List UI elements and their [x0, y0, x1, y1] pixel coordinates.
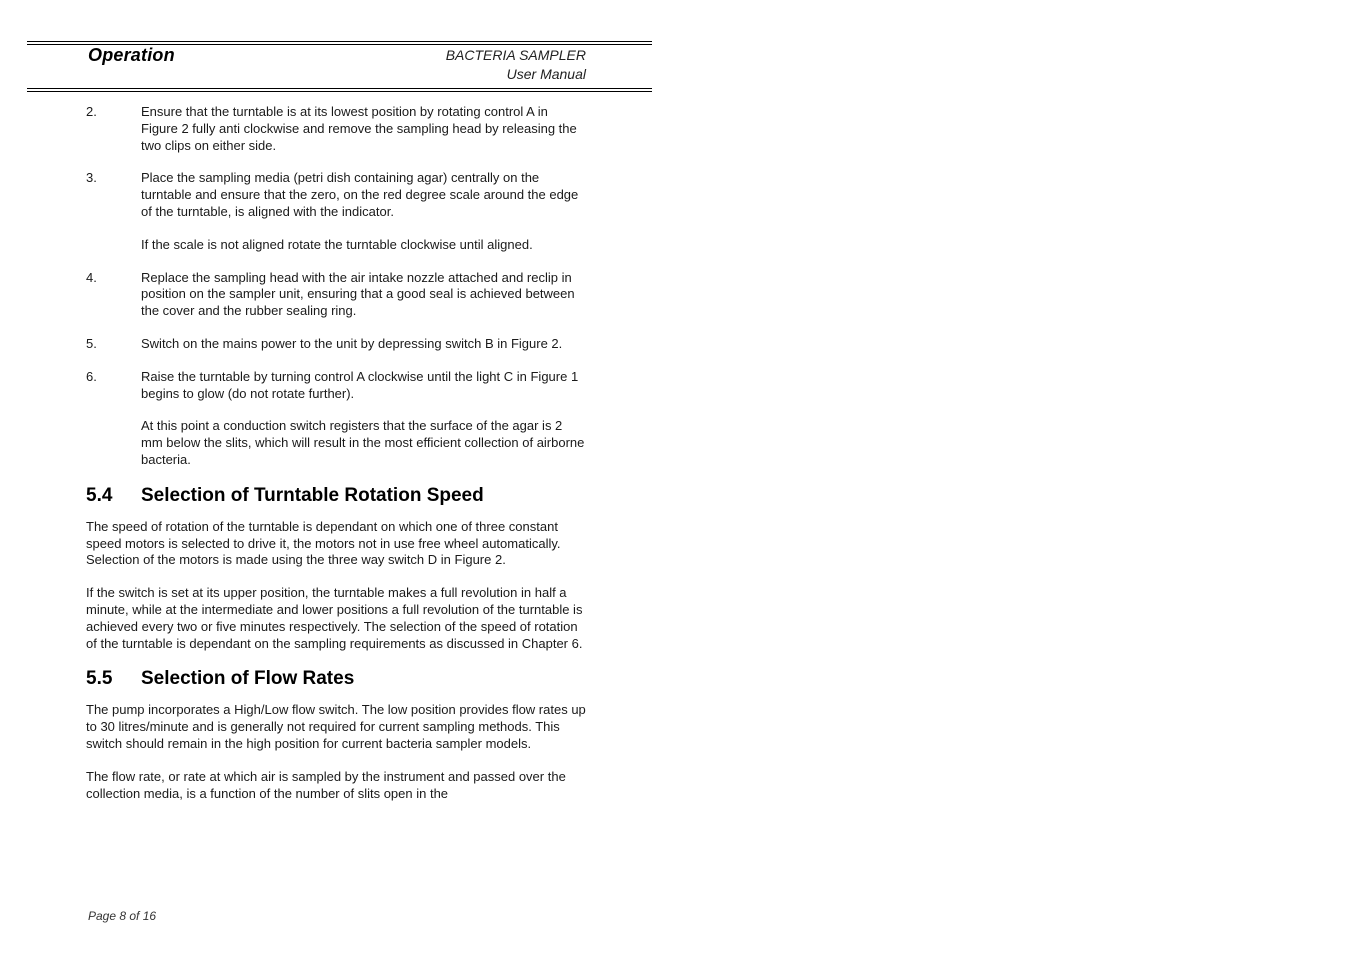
- step-paragraph: At this point a conduction switch registers that the surface of the agar is 2 mm below the slits, which will result in the most efficient collection of airborne bacteria.: [141, 418, 585, 467]
- step-number: 2.: [86, 104, 97, 119]
- step-paragraph: Place the sampling media (petri dish containing agar) centrally on the turntable and ensure that the zero, on the red degree scale around the edge of the turntable, is aligned with the indicator.: [141, 170, 579, 219]
- step-paragraph: Raise the turntable by turning control A clockwise until the light C in Figure 1 begins to glow (do not rotate further).: [141, 368, 579, 401]
- step-2: [86, 104, 586, 154]
- page-number: Page 8 of 16: [88, 909, 157, 923]
- step-3: [86, 170, 586, 253]
- product-name: BACTERIA SAMPLER: [445, 47, 586, 63]
- step-paragraph: Ensure that the turntable is at its lowest position by rotating control A in Figure 2 fully anti clockwise and remove the sampling head by releasing the two clips on either side.: [141, 104, 577, 153]
- section-paragraph: The speed of rotation of the turntable is dependant on which one of three constant speed motors is selected to drive it, the motors not in use free wheel automatically. Selection of the motors is made using the three way switch D in Figure 2.: [86, 518, 561, 568]
- step-number: 5.: [86, 335, 97, 351]
- section-number: 5.5: [86, 668, 113, 690]
- step-body: [141, 336, 586, 353]
- step-number: 4.: [86, 269, 97, 285]
- step-4: [86, 270, 586, 320]
- step-body: [141, 104, 586, 154]
- page-content: [86, 104, 586, 818]
- step-paragraph: Replace the sampling head with the air intake nozzle attached and reclip in position on the sampler unit, ensuring that a good seal is achieved between the cover and the rubber sealing ring.: [141, 269, 575, 319]
- step-number: 3.: [86, 170, 97, 186]
- step-6: [86, 369, 586, 469]
- step-body: [141, 270, 586, 320]
- header-bottom-rule-2: [27, 91, 652, 92]
- chapter-title: Operation: [88, 45, 175, 65]
- step-paragraph: If the scale is not aligned rotate the turntable clockwise until aligned.: [141, 236, 533, 252]
- document-type: User Manual: [506, 66, 586, 82]
- section-title: Selection of Flow Rates: [141, 668, 355, 690]
- step-number: 6.: [86, 368, 97, 384]
- header-top-rule-1: [27, 41, 652, 42]
- header-bottom-rule-1: [27, 88, 652, 89]
- step-5: [86, 336, 586, 353]
- section-paragraph: The flow rate, or rate at which air is sampled by the instrument and passed over the collection media, is a function of the number of slits open in the: [86, 768, 566, 801]
- section-heading-5-5: [86, 668, 586, 690]
- section-title: Selection of Turntable Rotation Speed: [141, 484, 484, 506]
- header-doc-info: [446, 46, 586, 84]
- step-body: [141, 170, 586, 253]
- step-paragraph: Switch on the mains power to the unit by depressing switch B in Figure 2.: [141, 335, 563, 351]
- section-paragraph: If the switch is set at its upper position, the turntable makes a full revolution in half a minute, while at the intermediate and lower positions a full revolution of the turntable is achieved every two or five minutes respectively. The selection of the speed of rotation of the turntable is dependant on the sampling requirements as discussed in Chapter 6.: [86, 585, 583, 651]
- section-heading-5-4: [86, 485, 586, 507]
- step-body: [141, 369, 586, 469]
- section-number: 5.4: [86, 484, 113, 506]
- section-paragraph: The pump incorporates a High/Low flow switch. The low position provides flow rates up to 30 litres/minute and is generally not required for current sampling methods. This switch should remain in the high position for current bacteria sampler models.: [86, 702, 586, 751]
